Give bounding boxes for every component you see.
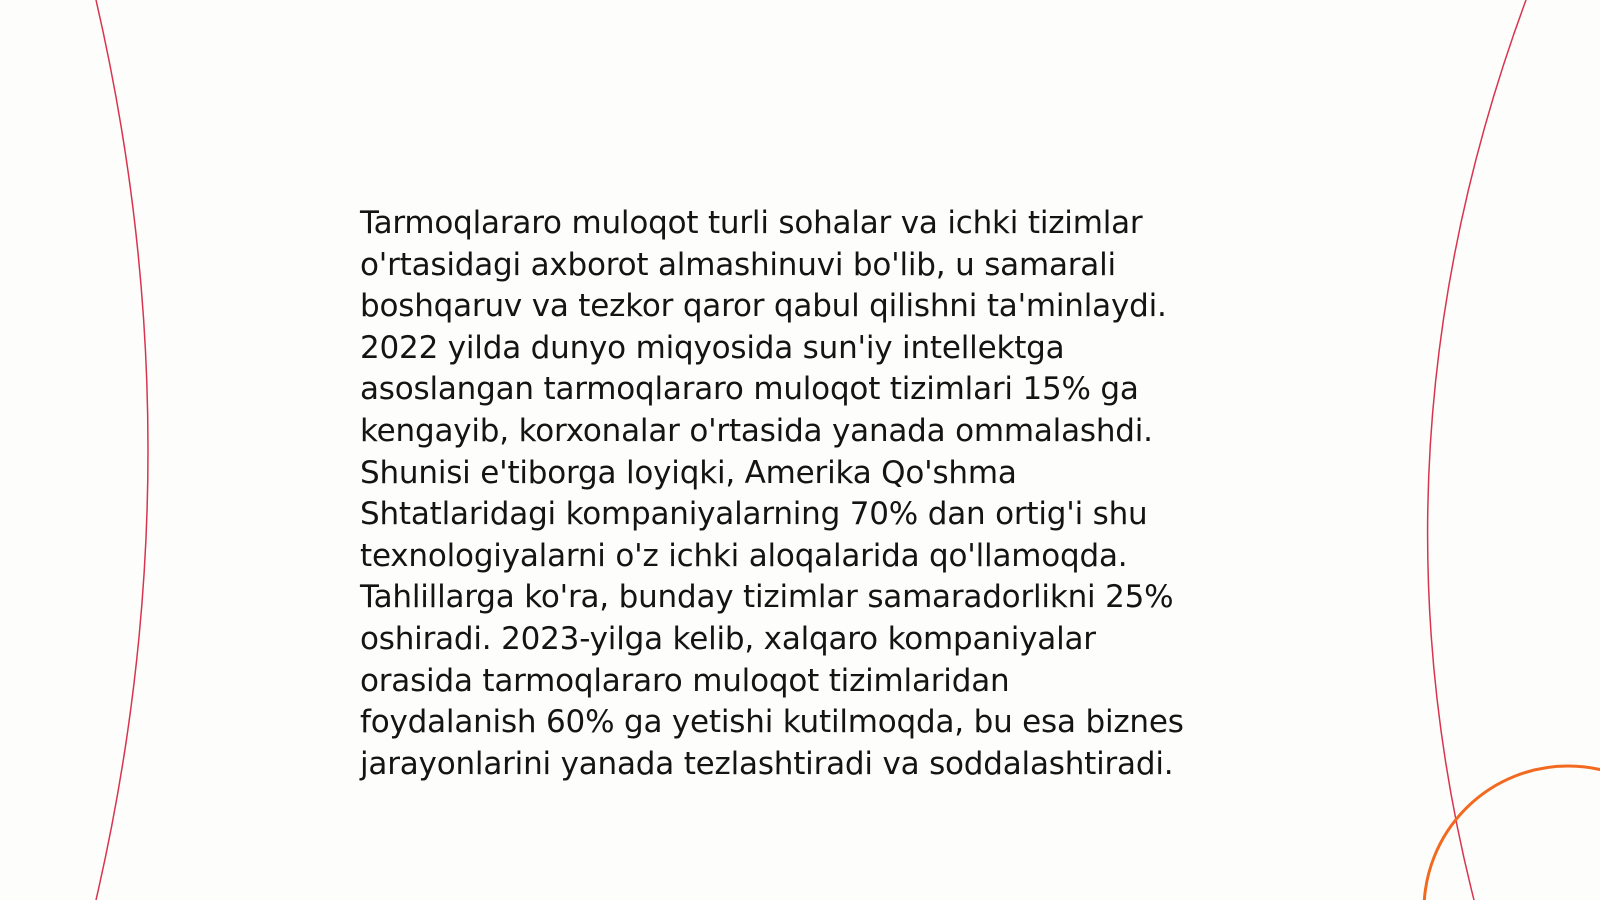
body-line: Tarmoqlararo muloqot turli sohalar va ichki tizimlar <box>360 205 1143 241</box>
body-line: Shtatlaridagi kompaniyalarning 70% dan ortig'i shu <box>360 496 1148 533</box>
body-line: Tahlillarga ko'ra, bunday tizimlar samaradorlikni 25% <box>360 579 1174 616</box>
body-line: kengayib, korxonalar o'rtasida yanada ommalashdi. <box>360 412 1153 449</box>
body-line: 2022 yilda dunyo miqyosida sun'iy intellektga <box>360 329 1065 366</box>
body-line: Shunisi e'tiborga loyiqki, Amerika Qo'shma <box>360 454 1017 491</box>
body-line: oshiradi. 2023-yilga kelib, xalqaro kompaniyalar <box>360 620 1096 657</box>
left-curve-decoration <box>96 0 148 900</box>
orange-circle-decoration <box>1424 766 1600 900</box>
body-line: o'rtasidagi axborot almashinuvi bo'lib, u samarali <box>360 246 1116 283</box>
body-line: asoslangan tarmoqlararo muloqot tizimlari 15% ga <box>360 371 1139 408</box>
body-line: texnologiyalarni o'z ichki aloqalarida qo'llamoqda. <box>360 537 1128 574</box>
body-line: foydalanish 60% ga yetishi kutilmoqda, bu esa biznes <box>360 704 1184 741</box>
body-line: orasida tarmoqlararo muloqot tizimlaridan <box>360 662 1010 699</box>
body-line: jarayonlarini yanada tezlashtiradi va soddalashtiradi. <box>360 745 1174 782</box>
right-curve-decoration <box>1428 0 1526 900</box>
body-line: boshqaruv va tezkor qaror qabul qilishni ta'minlaydi. <box>360 288 1167 325</box>
body-paragraph <box>360 203 1240 785</box>
